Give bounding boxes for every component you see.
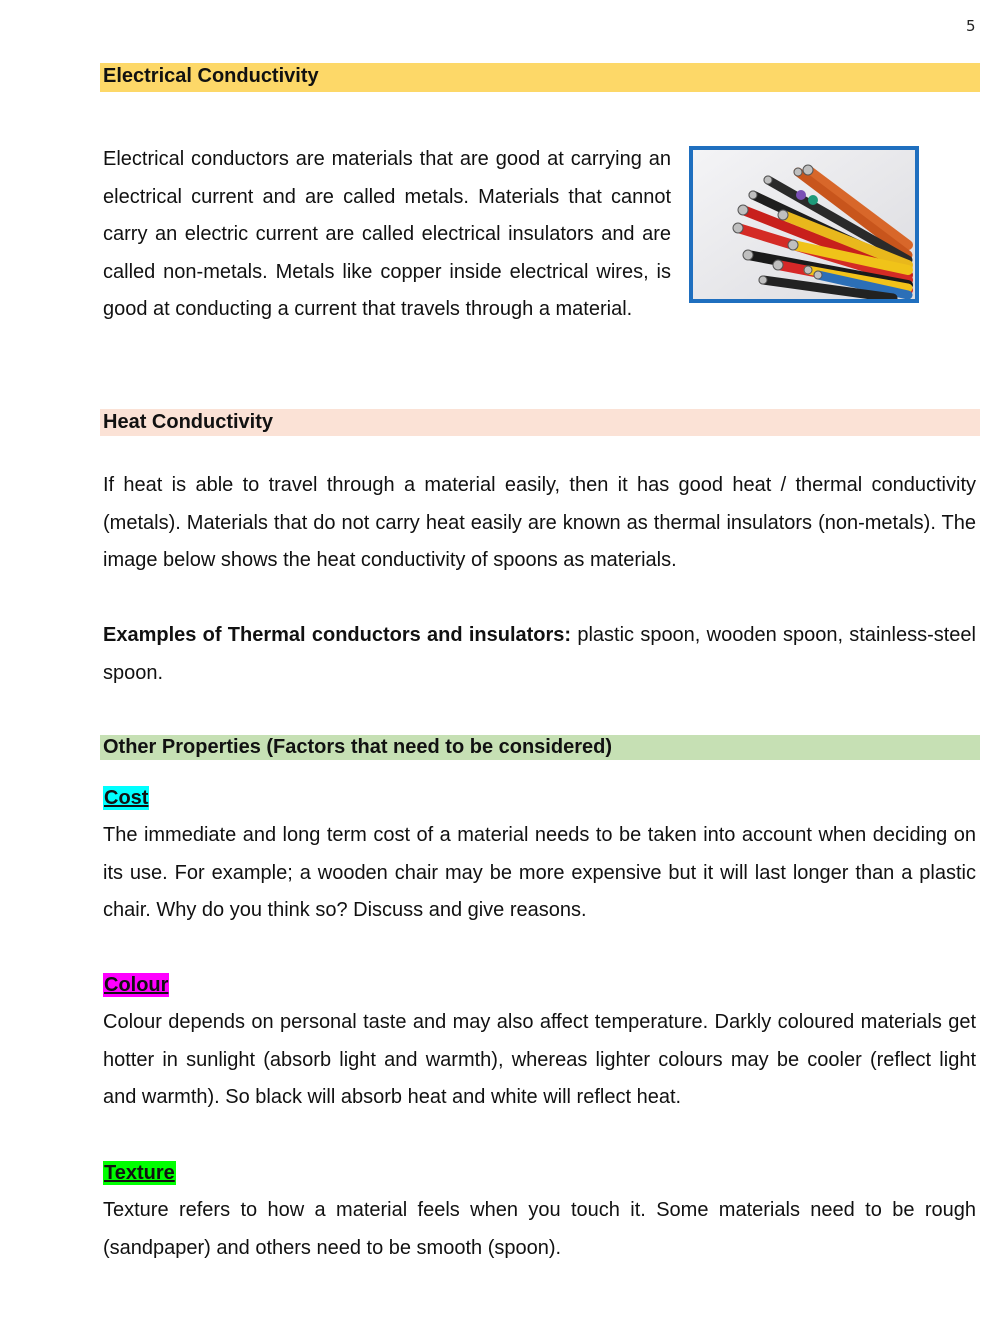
page-number: 5 — [966, 17, 976, 35]
subheading-cost: Cost — [104, 787, 149, 809]
subheading-texture: Texture — [104, 1162, 175, 1184]
heading-electrical-conductivity: Electrical Conductivity — [100, 63, 980, 92]
electrical-paragraph: Electrical conductors are materials that are good at carrying an electrical current and are called metals. Materials that cannot carry an electric current are called electrical insulators and are called non-metals. Metals like copper inside electrical wires, is good at conducting a current that travels through a material. — [103, 148, 671, 321]
examples-text: plastic spoon, wooden spoon, stainless-steel spoon. — [103, 624, 976, 684]
texture-paragraph: Texture refers to how a material feels when you touch it. Some materials need to be rough (sandpaper) and others need to be smooth (spoon). — [103, 1199, 976, 1259]
wires-image — [689, 146, 919, 303]
wires-illustration-icon — [693, 150, 915, 299]
cost-paragraph: The immediate and long term cost of a material needs to be taken into account when deciding on its use. For example; a wooden chair may be more expensive but it will last longer than a plastic chair. Why do you think so? Discuss and give reasons. — [103, 824, 976, 922]
heading-other-properties: Other Properties (Factors that need to be considered) — [100, 735, 980, 760]
subheading-colour: Colour — [104, 974, 169, 996]
heat-examples — [103, 617, 976, 692]
heading-heat-conductivity: Heat Conductivity — [100, 409, 980, 436]
heat-paragraph: If heat is able to travel through a material easily, then it has good heat / thermal conductivity (metals). Materials that do not carry heat easily are known as thermal insulators (non-metals). The image below shows the heat conductivity of spoons as materials. — [103, 474, 976, 572]
colour-paragraph: Colour depends on personal taste and may also affect temperature. Darkly coloured materials get hotter in sunlight (absorb light and warmth), whereas lighter colours may be cooler (reflect light and warmth). So black will absorb heat and white will reflect heat. — [103, 1011, 976, 1109]
examples-label: Examples of Thermal conductors and insulators: — [103, 624, 572, 646]
